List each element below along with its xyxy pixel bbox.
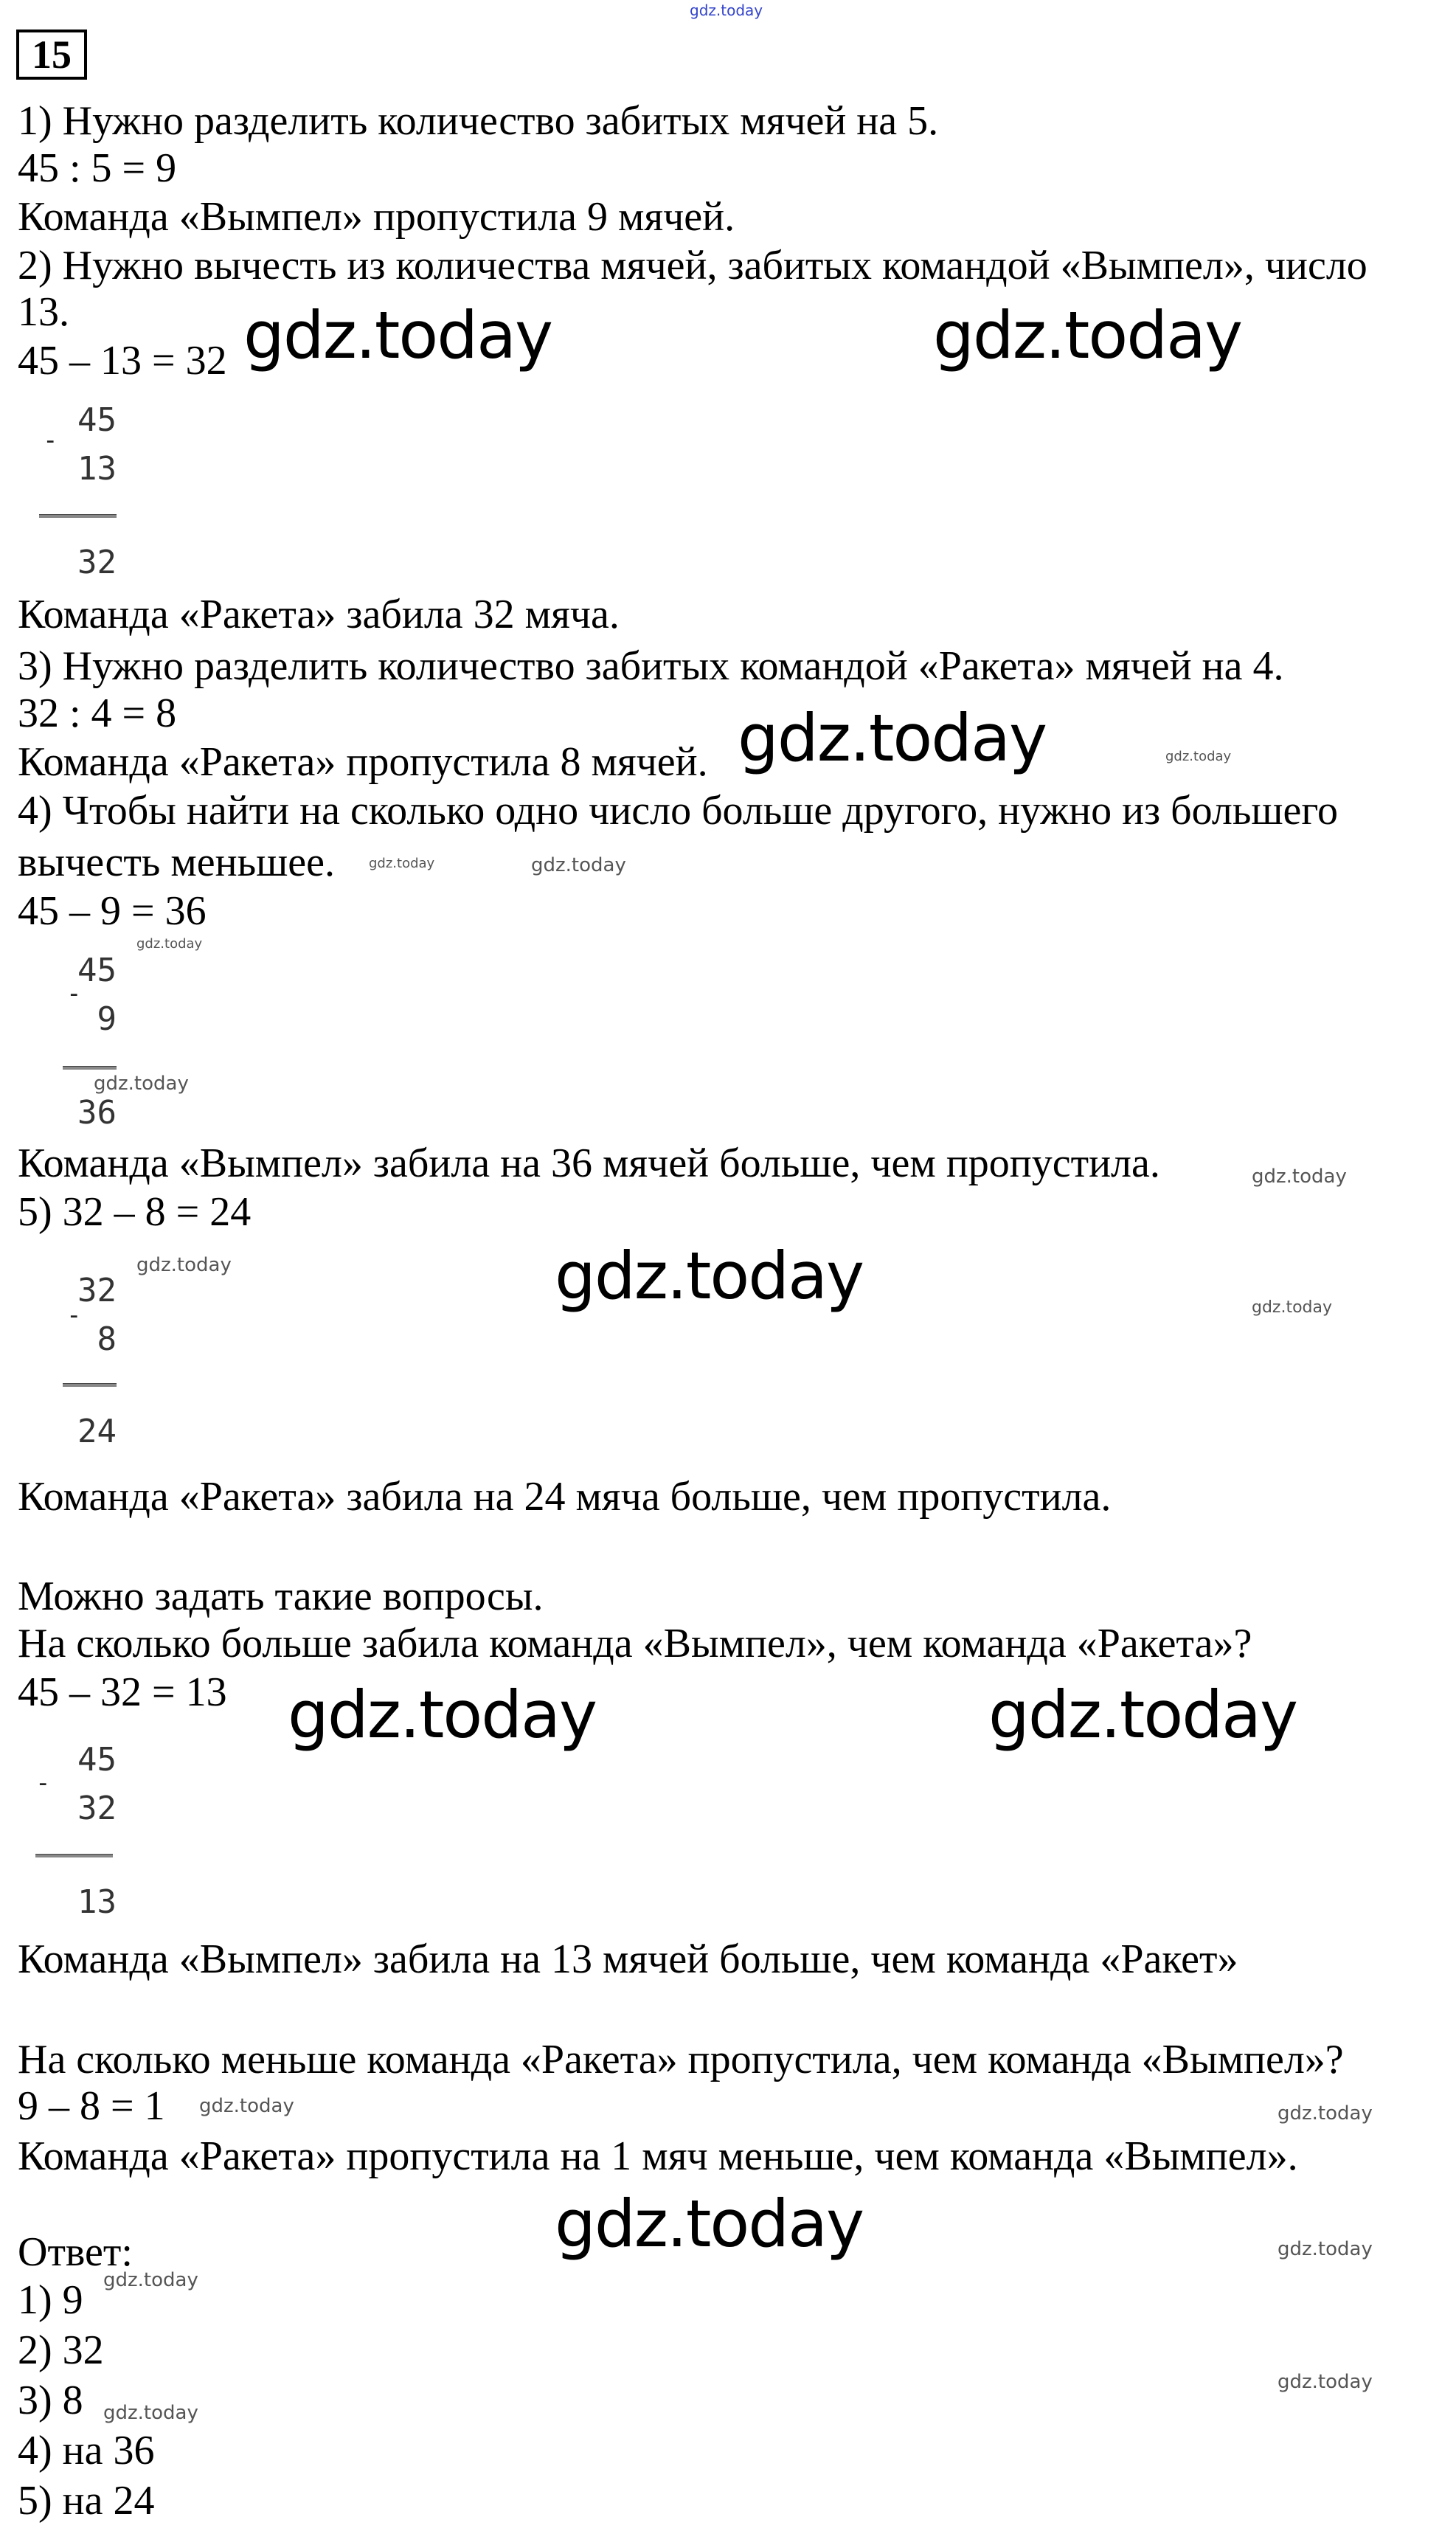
answer-item: 4) на 36 xyxy=(18,2428,155,2473)
task-number: 15 xyxy=(16,30,87,80)
step-2: 2) Нужно вычесть из количества мячей, забитых командой «Вымпел», число xyxy=(18,243,1367,288)
statement: Команда «Вымпел» забила на 36 мячей больше, чем пропустила. xyxy=(18,1140,1160,1186)
watermark: gdz.today xyxy=(738,700,1047,776)
statement: Команда «Вымпел» забила на 13 мячей больше, чем команда «Ракет» xyxy=(18,1936,1238,1982)
answer-item: 1) 9 xyxy=(18,2277,83,2323)
column-top: 45 xyxy=(77,952,117,989)
step-3: 3) Нужно разделить количество забитых командой «Ракета» мячей на 4. xyxy=(18,643,1284,689)
answer-heading: Ответ: xyxy=(18,2229,133,2275)
watermark-small: gdz.today xyxy=(103,2402,198,2424)
watermark-small: gdz.today xyxy=(94,1073,189,1095)
watermark-small: gdz.today xyxy=(136,936,203,952)
watermark: gdz.today xyxy=(243,297,552,373)
answer-item: 3) 8 xyxy=(18,2378,83,2423)
watermark: gdz.today xyxy=(555,1238,864,1314)
column-top: 45 xyxy=(77,1741,117,1779)
watermark-small: gdz.today xyxy=(1252,1298,1333,1317)
statement: Команда «Вымпел» пропустила 9 мячей. xyxy=(18,194,735,240)
question: На сколько меньше команда «Ракета» пропустила, чем команда «Вымпел»? xyxy=(18,2037,1344,2082)
watermark-small: gdz.today xyxy=(531,854,626,876)
watermark-small: gdz.today xyxy=(369,856,435,871)
column-bottom: 32 xyxy=(77,1790,117,1827)
column-top: 45 xyxy=(77,401,117,439)
watermark-small: gdz.today xyxy=(1278,2238,1373,2260)
step-1: 1) Нужно разделить количество забитых мячей на 5. xyxy=(18,98,939,144)
column-line xyxy=(63,1383,117,1387)
watermark: gdz.today xyxy=(988,1677,1297,1753)
column-result: 24 xyxy=(77,1413,117,1450)
step-4: 4) Чтобы найти на сколько одно число больше другого, нужно из большего xyxy=(18,788,1338,834)
column-bottom: 8 xyxy=(97,1320,117,1358)
column-minus-sign: - xyxy=(43,426,58,455)
watermark: gdz.today xyxy=(288,1677,597,1753)
watermark-small: gdz.today xyxy=(136,1254,232,1276)
column-bottom: 9 xyxy=(97,1000,117,1038)
equation: 32 : 4 = 8 xyxy=(18,690,177,736)
step-5: 5) 32 – 8 = 24 xyxy=(18,1189,252,1235)
column-line xyxy=(63,1066,117,1070)
statement: Команда «Ракета» пропустила 8 мячей. xyxy=(18,739,708,785)
column-bottom: 13 xyxy=(77,450,117,488)
equation: 45 – 32 = 13 xyxy=(18,1669,227,1715)
step-2-cont: 13. xyxy=(18,289,69,335)
column-result: 13 xyxy=(77,1883,117,1921)
column-minus-sign: - xyxy=(66,1301,82,1330)
equation: 45 – 13 = 32 xyxy=(18,338,227,384)
watermark: gdz.today xyxy=(555,2186,864,2262)
equation: 9 – 8 = 1 xyxy=(18,2083,165,2129)
step-4-cont: вычесть меньшее. xyxy=(18,839,335,885)
column-minus-sign: - xyxy=(66,979,82,1008)
question: На сколько больше забила команда «Вымпел», чем команда «Ракета»? xyxy=(18,1621,1252,1666)
column-line xyxy=(39,514,117,518)
answer-item: 5) на 24 xyxy=(18,2478,155,2524)
watermark-small: gdz.today xyxy=(1165,749,1232,764)
column-line xyxy=(35,1854,113,1857)
equation: 45 – 9 = 36 xyxy=(18,888,207,934)
answer-item: 2) 32 xyxy=(18,2327,104,2373)
watermark-small: gdz.today xyxy=(103,2269,198,2291)
statement: Команда «Ракета» пропустила на 1 мяч меньше, чем команда «Вымпел». xyxy=(18,2133,1298,2179)
statement: Команда «Ракета» забила 32 мяча. xyxy=(18,592,620,637)
watermark-small: gdz.today xyxy=(199,2095,294,2117)
column-top: 32 xyxy=(77,1272,117,1309)
column-result: 36 xyxy=(77,1094,117,1132)
watermark-small: gdz.today xyxy=(1278,2102,1373,2125)
watermark-small: gdz.today xyxy=(1278,2371,1373,2393)
watermark-small: gdz.today xyxy=(1252,1166,1347,1188)
questions-heading: Можно задать такие вопросы. xyxy=(18,1573,544,1619)
watermark: gdz.today xyxy=(933,297,1242,373)
equation: 45 : 5 = 9 xyxy=(18,145,177,191)
watermark-top: gdz.today xyxy=(690,1,763,19)
column-result: 32 xyxy=(77,544,117,581)
column-minus-sign: - xyxy=(35,1768,51,1798)
statement: Команда «Ракета» забила на 24 мяча больше, чем пропустила. xyxy=(18,1474,1112,1520)
